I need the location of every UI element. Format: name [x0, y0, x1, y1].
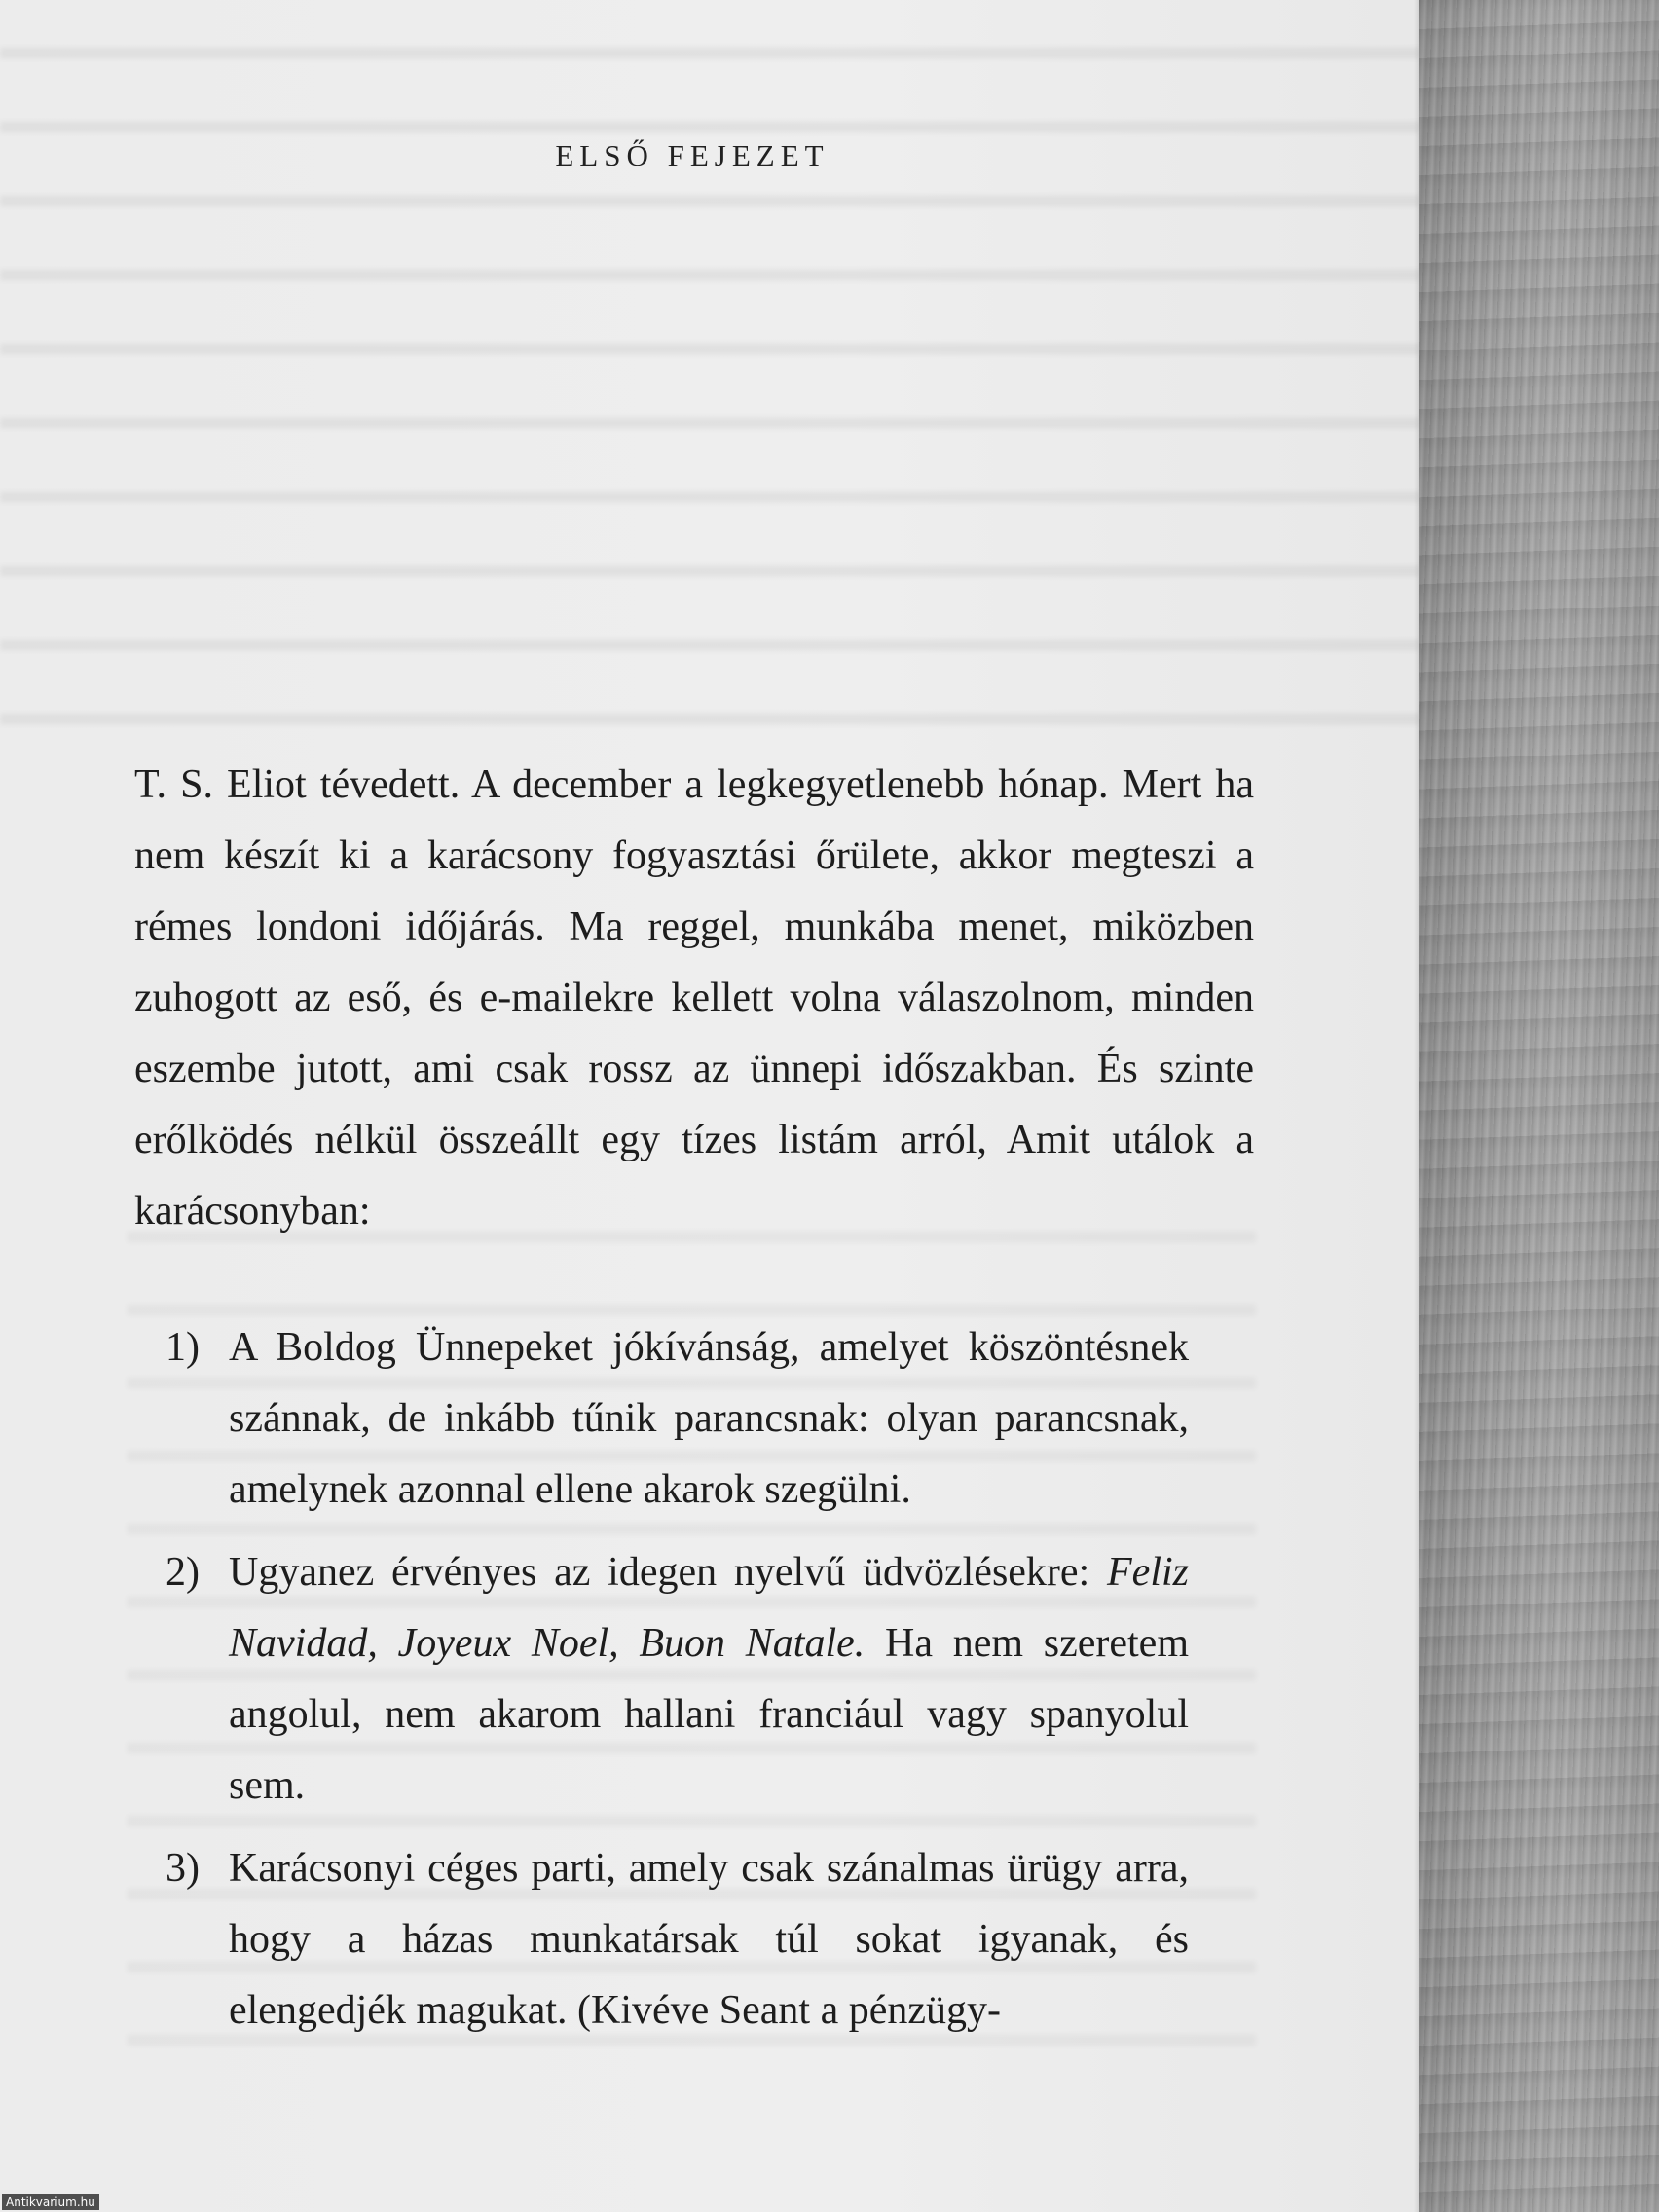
list-item-text: Ugyanez érvényes az idegen nyelvű üdvözlésekre: [229, 1550, 1108, 1595]
chapter-title: ELSŐ FEJEZET [555, 138, 830, 172]
watermark: Antikvarium.hu [2, 2194, 99, 2210]
list-item-number: 1) [166, 1325, 200, 1370]
list-item-text: Karácsonyi céges parti, amely csak szánalmas ürügy arra, hogy a házas munkatársak túl sokat igyanak, és elengedjék magukat. (Kivéve Seant a pénzügy- [229, 1846, 1189, 2033]
list-item-number: 3) [166, 1846, 200, 1891]
list-item [166, 1312, 1189, 1526]
show-through-text [0, 0, 1419, 759]
wood-background [1419, 0, 1659, 2212]
intro-paragraph: T. S. Eliot tévedett. A december a legkegyetlenebb hónap. Mert ha nem készít ki a karácsony fogyasztási őrülete, akkor megteszi a rémes londoni időjárás. Ma reggel, munkába menet, miközben zuhogott az eső, és e-mailekre kellett volna válaszolnom, minden eszembe jutott, ami csak rossz az ünnepi időszakban. És szinte erőlködés nélkül összeállt egy tízes listám arról, Amit utálok a karácsonyban: [134, 762, 1254, 1234]
list-item-italic-greetings: Feliz Navidad, Joyeux Noel, Buon Natale. [229, 1550, 1189, 1666]
list-item [166, 1833, 1189, 2046]
list-item-number: 2) [166, 1550, 200, 1595]
list-item-text: A Boldog Ünnepeket jókívánság, amelyet köszöntésnek szánnak, de inkább tűnik parancsnak: olyan parancsnak, amelynek azonnal ellene akarok szegülni. [229, 1325, 1189, 1512]
hate-list [166, 1312, 1189, 2058]
list-item-text-continued: Ha nem szeretem angolul, nem akarom hallani franciául vagy spanyolul sem. [229, 1621, 1189, 1808]
list-item [166, 1537, 1189, 1822]
